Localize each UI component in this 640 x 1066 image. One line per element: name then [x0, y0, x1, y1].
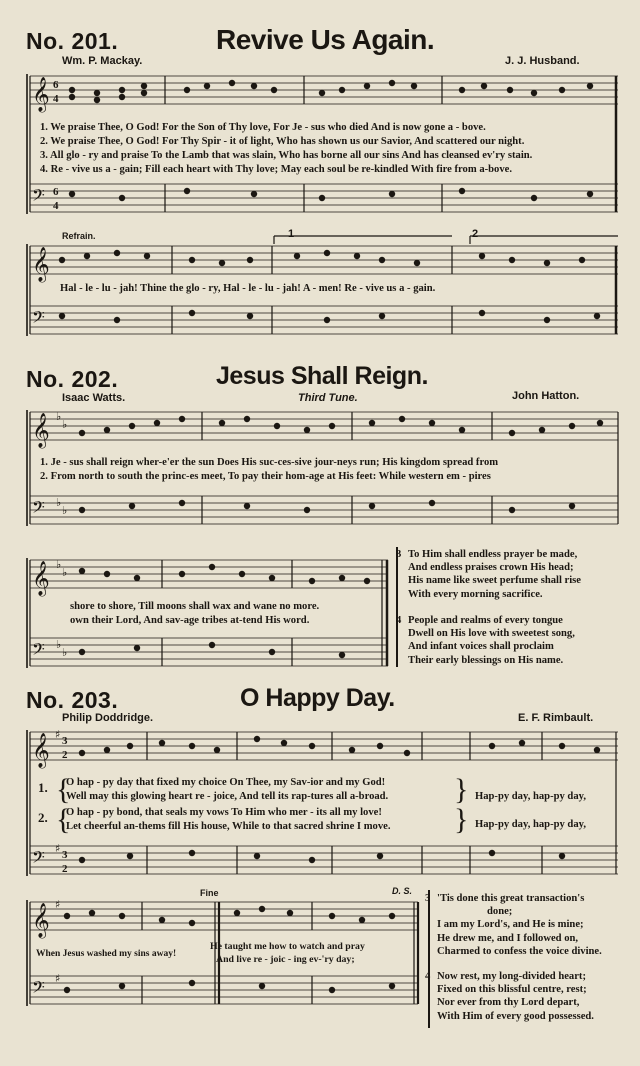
second-ending-label: 2 — [472, 228, 479, 240]
hymn-201-title: Revive Us Again. — [216, 24, 435, 55]
bass-clef-icon: 𝄢 — [32, 847, 45, 871]
hymn-203-refrain-a: Hap-py day, hap-py day, — [475, 791, 586, 802]
hymn-201-words-credit: Wm. P. Mackay. — [62, 55, 143, 67]
verse-2-brace: { — [56, 803, 71, 836]
bass-clef-icon: 𝄢 — [32, 307, 45, 331]
verse-2-marker: 2. — [38, 810, 48, 825]
svg-text:2: 2 — [62, 749, 68, 761]
first-ending-label: 1 — [288, 228, 295, 240]
treble-clef-icon: 𝄞 — [32, 903, 50, 938]
treble-clef-icon: 𝄞 — [32, 77, 50, 112]
hymn-201-refrain-text: Hal - le - lu - jah! Thine the glo - ry, Hal - le - lu - jah! A - men! Re - vive us a - gain. — [60, 283, 436, 294]
svg-text:3: 3 — [62, 849, 68, 861]
hymn-202-system-2 — [22, 550, 394, 676]
hymn-201-number: No. 201. — [26, 28, 119, 54]
hymn-203-chorus-1: When Jesus washed my sins away! — [36, 949, 177, 959]
svg-text:2: 2 — [62, 863, 68, 875]
hymn-202-line-2: 2. From north to south the princ-es meet, To pay their hom-age at His feet: While western em - pires — [40, 471, 491, 482]
hymn-203-chorus-2b: And live re - joic - ing ev-'ry day; — [216, 954, 355, 965]
hymn-202-verse-4: 4 People and realms of every tongue Dwell on His love with sweetest song, And infant voices shall proclaim Their early blessings on His name. — [396, 615, 575, 666]
svg-text:6: 6 — [53, 79, 59, 91]
verse-1-marker: 1. — [38, 780, 48, 795]
verse-2-brace-close: } — [454, 803, 469, 836]
bass-clef-icon: 𝄢 — [32, 639, 45, 663]
hymn-201-music-credit: J. J. Husband. — [505, 55, 580, 67]
treble-clef-icon: 𝄞 — [32, 247, 50, 282]
svg-text:6: 6 — [53, 186, 59, 198]
bass-clef-icon: 𝄢 — [32, 497, 45, 521]
hymn-202-title: Jesus Shall Reign. — [216, 362, 428, 390]
hymn-202-line-3: shore to shore, Till moons shall wax and wane no more. — [70, 601, 320, 612]
svg-text:4: 4 — [53, 200, 59, 212]
hymn-203-words-credit: Philip Doddridge. — [62, 712, 154, 724]
hymn-201-verse-1: 1. We praise Thee, O God! For the Son of Thy love, For Je - sus who died And is now gone a - bove. — [40, 122, 486, 133]
hymn-203-verse-3: 3 'Tis done this great transaction's done; I am my Lord's, and He is mine; He drew me, and I followed on, Charmed to confess the voice divine. — [425, 893, 602, 957]
hymn-203-verse-2a: O hap - py bond, that seals my vows To Him who mer - its all my love! — [66, 807, 382, 818]
hymn-203-chorus-2a: He taught me how to watch and pray — [210, 941, 365, 952]
hymn-201-verse-4: 4. Re - vive us a - gain; Fill each heart with Thy love; May each soul be re-kindled With fire from a-bove. — [40, 164, 512, 175]
svg-text:♭: ♭ — [62, 566, 68, 579]
hymn-202-music-credit: John Hatton. — [512, 390, 580, 402]
hymn-202-number: No. 202. — [26, 366, 119, 392]
ds-marker: D. S. — [392, 886, 413, 896]
svg-text:4: 4 — [53, 93, 59, 105]
hymn-202-line-1: 1. Je - sus shall reign wher-e'er the sun Does His suc-ces-sive jour-neys run; His kingdom spread from — [40, 457, 499, 468]
hymn-202-line-4: own their Lord, And sav-age tribes at-tend His word. — [70, 615, 310, 626]
hymn-202-tune-label: Third Tune. — [298, 392, 358, 404]
treble-staff — [30, 76, 618, 104]
hymn-203-verse-4: 4 Now rest, my long-divided heart; Fixed on this blissful centre, rest; Nor ever from thy Lord depart, With Him of every good possessed. — [425, 971, 594, 1022]
hymn-201-refrain-label: Refrain. — [62, 231, 96, 241]
hymn-201-verse-3: 3. All glo - ry and praise To the Lamb that was slain, Who has borne all our sins And has cleansed ev'ry stain. — [40, 150, 533, 161]
hymn-203-music-credit: E. F. Rimbault. — [518, 712, 594, 724]
svg-text:♯: ♯ — [55, 898, 61, 911]
svg-text:♭: ♭ — [62, 418, 68, 431]
treble-clef-icon: 𝄞 — [32, 733, 50, 768]
svg-text:♭: ♭ — [56, 496, 62, 509]
hymn-203-verse-1a: O hap - py day that fixed my choice On Thee, my Sav-ior and my God! — [66, 777, 386, 788]
hymn-202-words-credit: Isaac Watts. — [62, 392, 126, 404]
svg-text:♭: ♭ — [56, 558, 62, 571]
hymn-201-verse-2: 2. We praise Thee, O God! For Thy Spir - it of light, Who has shown us our Savior, And scattered our night. — [40, 136, 525, 147]
hymn-203-title: O Happy Day. — [240, 684, 395, 712]
svg-text:♭: ♭ — [56, 410, 62, 423]
svg-text:♭: ♭ — [62, 646, 68, 659]
svg-text:3: 3 — [62, 735, 68, 747]
hymn-202-verse-3: 3 To Him shall endless prayer be made, And endless praises crown His head; His name like sweet perfume shall rise With every morning sacrifice. — [396, 549, 582, 600]
svg-text:♭: ♭ — [56, 638, 62, 651]
fine-marker: Fine — [200, 888, 219, 898]
bass-clef-icon: 𝄢 — [32, 977, 45, 1001]
treble-clef-icon: 𝄞 — [32, 561, 50, 596]
svg-text:♭: ♭ — [62, 504, 68, 517]
treble-clef-icon: 𝄞 — [32, 413, 50, 448]
hymn-203-number: No. 203. — [26, 687, 119, 713]
hymn-203-verse-1b: Well may this glowing heart re - joice, And tell its rap-tures all a-broad. — [66, 791, 389, 802]
verse-1-brace-close: } — [454, 773, 469, 806]
hymn-203-verse-2b: Let cheerful an-thems fill His house, While to that sacred shrine I move. — [66, 821, 391, 832]
bass-clef-icon: 𝄢 — [32, 185, 45, 209]
svg-text:♯: ♯ — [55, 728, 61, 741]
verse-1-brace: { — [56, 773, 71, 806]
svg-text:♯: ♯ — [55, 842, 61, 855]
svg-text:♯: ♯ — [55, 972, 61, 985]
hymn-203-refrain-b: Hap-py day, hap-py day, — [475, 819, 586, 830]
